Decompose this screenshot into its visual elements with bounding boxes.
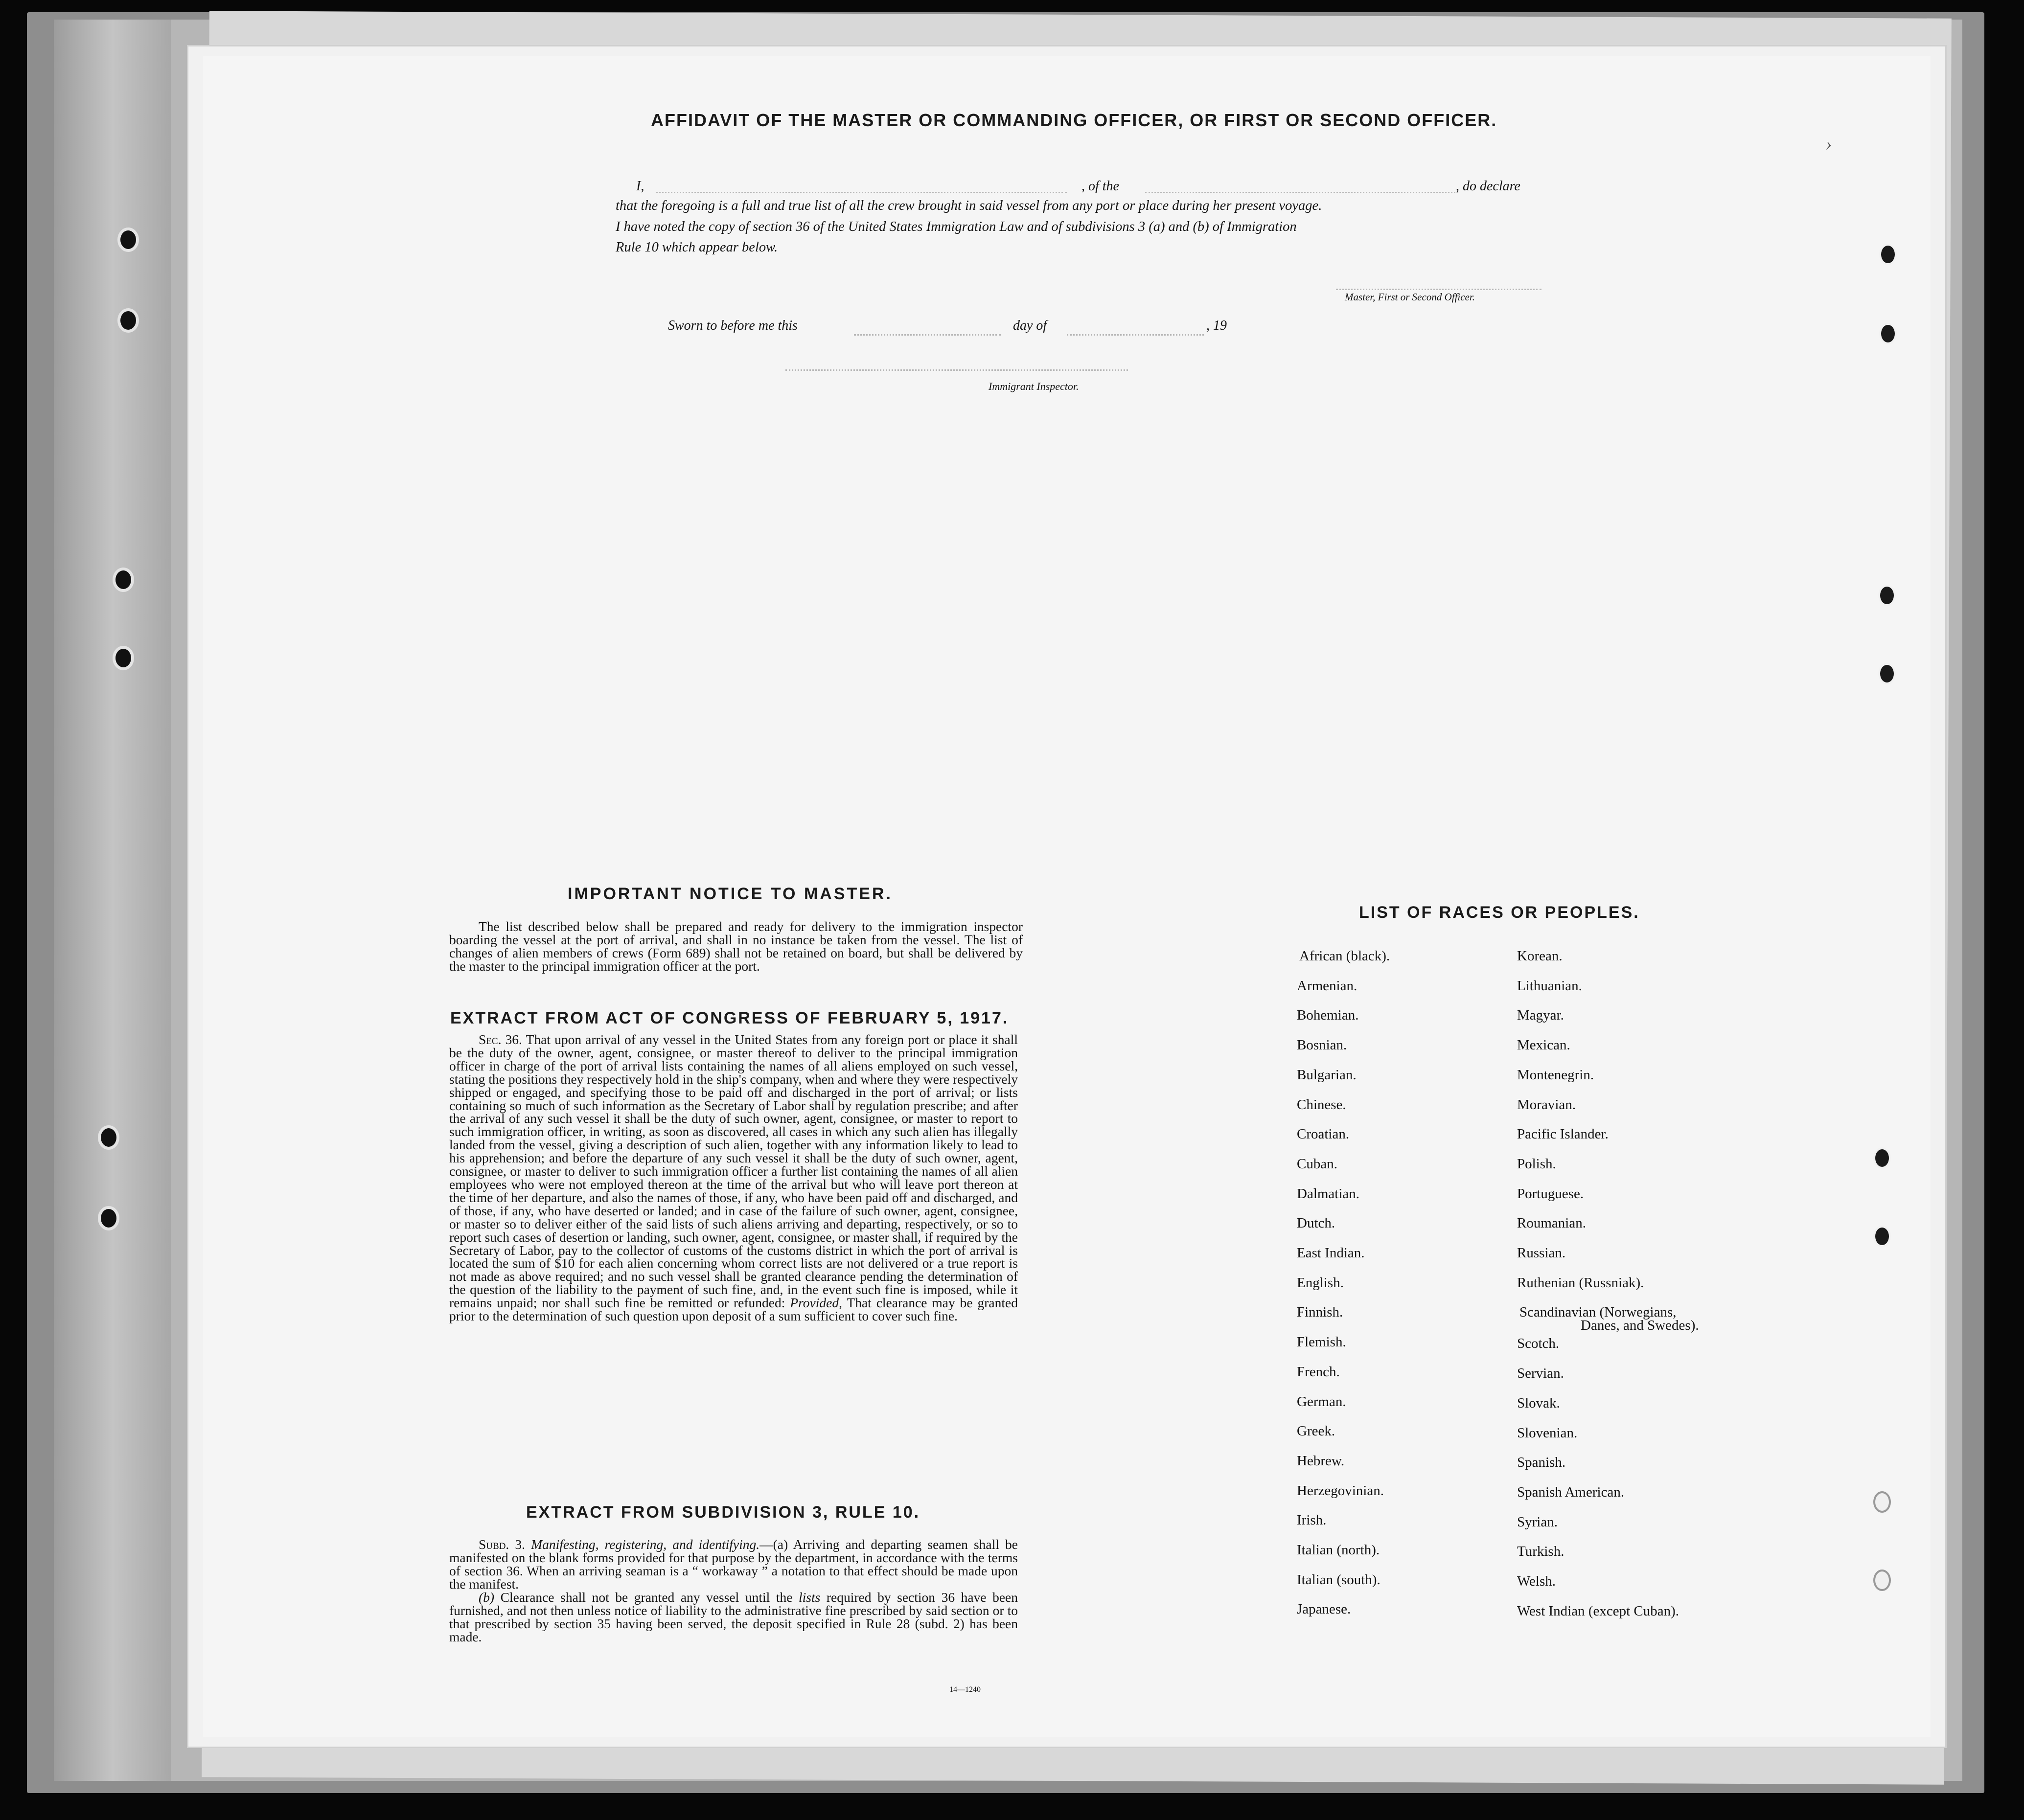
binder-hole-icon xyxy=(98,1125,119,1150)
race-item: Spanish American. xyxy=(1517,1484,1625,1500)
affidavit-i-label: I, xyxy=(636,179,644,194)
provided-label: Provided, xyxy=(790,1295,842,1311)
subd-title: Manifesting, registering, and identifying. xyxy=(531,1537,760,1552)
sec-label: Sec. 36. xyxy=(479,1032,522,1047)
extract-act-text xyxy=(449,1033,1018,1323)
race-item: German. xyxy=(1297,1393,1346,1410)
binder-hole-icon xyxy=(113,646,134,670)
race-item: Italian (north). xyxy=(1297,1542,1380,1558)
race-item: Bohemian. xyxy=(1297,1007,1359,1024)
race-item: English. xyxy=(1297,1274,1344,1291)
race-item: Hebrew. xyxy=(1297,1453,1345,1469)
race-item: East Indian. xyxy=(1297,1245,1365,1261)
subd-a-paragraph xyxy=(449,1538,1018,1591)
subd-b-text-1: Clearance shall not be granted any vessel until the xyxy=(500,1590,793,1605)
signature-caption: Master, First or Second Officer. xyxy=(1345,291,1475,303)
race-item: Mexican. xyxy=(1517,1037,1570,1053)
subd-b-paragraph xyxy=(449,1591,1018,1643)
race-item: Korean. xyxy=(1517,948,1563,964)
affidavit-title: AFFIDAVIT OF THE MASTER OR COMMANDING OFFICER, OR FIRST OR SECOND OFFICER. xyxy=(651,110,1497,130)
affidavit-line-2: that the foregoing is a full and true list of all the crew brought in said vessel from any port or place during her present voyage. xyxy=(616,198,1322,213)
affidavit-line-3: I have noted the copy of section 36 of the United States Immigration Law and of subdivisions 3 (a) and (b) of Immigration xyxy=(616,219,1297,234)
signature-line xyxy=(1336,289,1541,290)
affidavit-declare-label: , do declare xyxy=(1456,179,1520,194)
page-surface xyxy=(203,56,1931,1737)
race-item: Scotch. xyxy=(1517,1336,1560,1352)
binder-hole-icon xyxy=(98,1206,119,1230)
punch-hole-icon xyxy=(1879,244,1897,265)
affidavit-of-the-label: , of the xyxy=(1081,179,1119,194)
binder-hole-icon xyxy=(117,228,139,252)
race-item: African (black). xyxy=(1299,948,1390,964)
race-item: Croatian. xyxy=(1297,1126,1350,1142)
race-item: Roumanian. xyxy=(1517,1215,1586,1231)
race-item: Lithuanian. xyxy=(1517,978,1582,994)
binder-hole-icon xyxy=(117,308,139,333)
race-item: Syrian. xyxy=(1517,1514,1558,1530)
race-item: Russian. xyxy=(1517,1245,1566,1261)
binder-hole-icon xyxy=(113,568,134,592)
punch-hole-icon xyxy=(1873,1491,1891,1513)
sec-36-text-end: That clearance may be granted prior to the determination of such question upon deposit of a sum sufficient to cover such fine. xyxy=(449,1295,1018,1324)
affidavit-line-4: Rule 10 which appear below. xyxy=(616,240,778,255)
race-item: Cuban. xyxy=(1297,1156,1337,1172)
sec-36-paragraph xyxy=(449,1033,1018,1323)
extract-rule-heading: EXTRACT FROM SUBDIVISION 3, RULE 10. xyxy=(526,1503,920,1522)
year-label: , 19 xyxy=(1206,318,1227,333)
notice-paragraph: The list described below shall be prepared and ready for delivery to the immigration inspector boarding the vessel at the port of arrival, and shall in no instance be taken from the vessel. The list of changes of alien members of crews (Form 689) shall not be retained on board, but shall be delivered by the master to the principal immigration officer at the port. xyxy=(449,919,1023,974)
sec-36-text: That upon arrival of any vessel in the United States from any foreign port or place it shall be the duty of the owner, agent, consignee, or master thereof to deliver to the principal immigration officer in charge of the port of arrival lists containing the names of all aliens employed on such vessel, stating the positions they respectively hold in the ship's company, when and where they were respectively shipped or engaged, and specifying those to be paid off and discharged in the port of arrival; or lists containing so much of such information as the Secretary of Labor shall by regulation prescribe; and after the arrival of any such vessel it shall be the duty of such owner, agent, consignee, or master to report to such immigration officer, in writing, as soon as discovered, all cases in which any such alien has illegally landed from the vessel, giving a description of such alien, together with any information likely to lead to his apprehension; and before the departure of any such vessel it shall be the duty of such owner, agent, consignee, or master to deliver to such immigration officer a further list containing the names of all alien employees who were not employed thereon at the time of the arrival but who will leave port thereon at the time of her departure, and also the names of those, if any, who have been paid off and discharged, and of those, if any, who have deserted or landed; and in case of the failure of such owner, agent, consignee, or master so to deliver either of the said lists of such aliens arriving and departing, respectively, or so to report such cases of desertion or landing, such owner, agent, consignee, or master shall, if required by the Secretary of Labor, pay to the collector of customs of the customs district in which the port of arrival is located the sum of $10 for each alien concerning whom correct lists are not delivered or a true report is not made as above required; and no such vessel shall be granted clearance pending the determination of the question of the liability to the payment of such fine, and, in the event such fine is imposed, while it remains unpaid; nor shall such fine be remitted or refunded: xyxy=(449,1032,1018,1311)
race-item: Ruthenian (Russniak). xyxy=(1517,1274,1644,1291)
important-notice-text xyxy=(449,920,1023,973)
race-item: Montenegrin. xyxy=(1517,1067,1594,1083)
race-item: French. xyxy=(1297,1364,1340,1380)
binder-spine xyxy=(54,20,171,1781)
extract-act-heading: EXTRACT FROM ACT OF CONGRESS OF FEBRUARY 5, 1917. xyxy=(450,1009,1009,1027)
form-number: 14—1240 xyxy=(949,1685,981,1694)
race-item: Moravian. xyxy=(1517,1096,1576,1113)
race-item: Bosnian. xyxy=(1297,1037,1347,1053)
punch-hole-icon xyxy=(1878,663,1896,684)
subd-b-lists: lists xyxy=(799,1590,821,1605)
punch-hole-icon xyxy=(1873,1570,1891,1591)
race-item: Polish. xyxy=(1517,1156,1556,1172)
subd-b-text-2: required by section 36 have been furnished, and not then unless notice of liability to the administrative fine prescribed by said section or to that prescribed by section 35 having been served, the deposit specified in Rule 28 (subd. 2) has been made. xyxy=(449,1590,1018,1644)
race-item: Pacific Islander. xyxy=(1517,1126,1609,1142)
races-heading: LIST OF RACES OR PEOPLES. xyxy=(1359,903,1640,922)
race-item: Welsh. xyxy=(1517,1573,1556,1589)
punch-hole-icon xyxy=(1873,1147,1891,1169)
inspector-signature-line xyxy=(785,369,1128,371)
vessel-blank-line xyxy=(1145,192,1458,193)
race-item: Chinese. xyxy=(1297,1096,1346,1113)
race-item: Scandinavian (Norwegians, xyxy=(1519,1304,1677,1320)
month-blank-line xyxy=(1067,334,1204,336)
important-notice-heading: IMPORTANT NOTICE TO MASTER. xyxy=(568,885,893,903)
race-item: Turkish. xyxy=(1517,1544,1564,1560)
race-item: West Indian (except Cuban). xyxy=(1517,1603,1679,1619)
day-of-label: day of xyxy=(1013,318,1047,333)
race-item: Bulgarian. xyxy=(1297,1067,1357,1083)
race-item: Slovenian. xyxy=(1517,1425,1578,1441)
pencil-mark: › xyxy=(1825,133,1832,155)
inspector-caption: Immigrant Inspector. xyxy=(989,380,1079,392)
race-item: Flemish. xyxy=(1297,1334,1346,1350)
race-item: Herzegovinian. xyxy=(1297,1482,1384,1499)
document-page xyxy=(188,46,1945,1747)
race-item: Slovak. xyxy=(1517,1395,1560,1411)
subd-label: Subd. 3. xyxy=(479,1537,526,1552)
race-item: Irish. xyxy=(1297,1512,1327,1528)
race-item: Armenian. xyxy=(1297,978,1357,994)
subd-a-text: —(a) Arriving and departing seamen shall be manifested on the blank forms provided for that purpose by the department, in accordance with the terms of section 36. When an arriving seaman is a “ workaway ” a notation to that effect should be made upon the manifest. xyxy=(449,1537,1018,1592)
day-blank-line xyxy=(854,334,1001,336)
race-item: Servian. xyxy=(1517,1365,1564,1382)
race-item: Dutch. xyxy=(1297,1215,1335,1231)
race-item: Greek. xyxy=(1297,1423,1335,1439)
race-item: Italian (south). xyxy=(1297,1571,1380,1588)
race-item: Japanese. xyxy=(1297,1601,1351,1617)
name-blank-line xyxy=(656,192,1067,193)
subd-b-label: (b) xyxy=(479,1590,495,1605)
race-item: Finnish. xyxy=(1297,1304,1343,1320)
race-item: Danes, and Swedes). xyxy=(1581,1318,1699,1334)
extract-rule-text xyxy=(449,1538,1018,1643)
punch-hole-icon xyxy=(1873,1226,1891,1247)
punch-hole-icon xyxy=(1879,323,1897,344)
race-item: Dalmatian. xyxy=(1297,1185,1360,1202)
race-item: Portuguese. xyxy=(1517,1185,1584,1202)
race-item: Spanish. xyxy=(1517,1455,1566,1471)
punch-hole-icon xyxy=(1878,585,1896,606)
sworn-label: Sworn to before me this xyxy=(668,318,798,333)
race-item: Magyar. xyxy=(1517,1007,1564,1024)
